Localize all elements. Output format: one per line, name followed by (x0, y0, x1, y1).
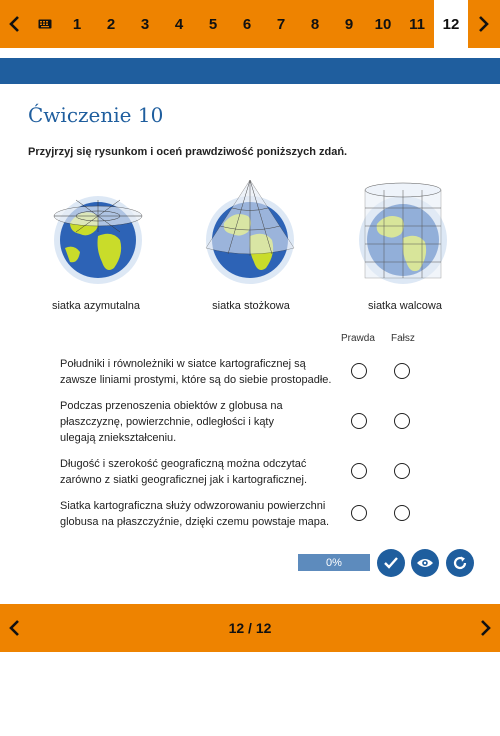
statement-line: ulegają zniekształceniu. (60, 432, 177, 444)
prev-page-button[interactable] (0, 0, 30, 48)
eye-icon (416, 557, 434, 569)
statement-1 (60, 356, 340, 388)
top-navigation (0, 0, 500, 48)
true-column-header: Prawda (341, 333, 375, 344)
page-2-button[interactable]: 2 (106, 15, 116, 33)
page-7-button[interactable]: 7 (276, 15, 286, 33)
statement-2-true-radio[interactable] (351, 413, 367, 429)
statement-3-true-radio[interactable] (351, 463, 367, 479)
statement-line: zawsze liniami prostymi, które są do siebie prostopadłe. (60, 374, 332, 386)
page-10-button[interactable]: 10 (374, 15, 392, 33)
statement-1-true-radio[interactable] (351, 363, 367, 379)
cylindrical-grid-caption: siatka walcowa (368, 300, 442, 312)
statement-4 (60, 498, 340, 530)
bottom-navigation (0, 604, 500, 652)
statement-line: zarówno z siatki geograficznej jak i kartograficznej. (60, 474, 308, 486)
next-page-button[interactable] (468, 0, 498, 48)
page-8-button[interactable]: 8 (310, 15, 320, 33)
conical-grid-caption: siatka stożkowa (212, 300, 290, 312)
progress-bar (298, 554, 370, 571)
statement-2-false-radio[interactable] (394, 413, 410, 429)
azimuthal-grid-caption: siatka azymutalna (51, 300, 141, 312)
page-6-button[interactable]: 6 (242, 15, 252, 33)
conical-grid-illustration (190, 178, 310, 318)
reset-button[interactable] (446, 549, 474, 577)
reset-icon (452, 555, 468, 571)
exercise-instruction: Przyjrzyj się rysunkom i oceń prawdziwość poniższych zdań. (28, 146, 348, 158)
azimuthal-grid-illustration (40, 178, 160, 318)
statement-line: Podczas przenoszenia obiektów z globusa na (60, 400, 283, 412)
statement-4-false-radio[interactable] (394, 505, 410, 521)
chevron-left-icon (9, 16, 21, 32)
chevron-left-icon (9, 620, 21, 636)
statement-3-false-radio[interactable] (394, 463, 410, 479)
header-band (0, 58, 500, 84)
keyboard-icon (38, 19, 52, 29)
page-1-button[interactable]: 1 (72, 15, 82, 33)
page-5-button[interactable]: 5 (208, 15, 218, 33)
statement-line: Długość i szerokość geograficzną można odczytać (60, 458, 307, 470)
statement-4-true-radio[interactable] (351, 505, 367, 521)
page-3-button[interactable]: 3 (140, 15, 150, 33)
page-12-button[interactable]: 12 (434, 0, 468, 48)
page-11-button[interactable]: 11 (409, 15, 425, 33)
false-column-header: Fałsz (391, 333, 415, 344)
cylindrical-grid-illustration (343, 178, 463, 318)
bottom-prev-button[interactable] (0, 604, 30, 652)
statement-2 (60, 398, 340, 446)
statement-1-false-radio[interactable] (394, 363, 410, 379)
show-answers-button[interactable] (411, 549, 439, 577)
page-4-button[interactable]: 4 (174, 15, 184, 33)
page-counter: 12 / 12 (228, 620, 272, 636)
page-9-button[interactable]: 9 (344, 15, 354, 33)
progress-label: 0% (326, 556, 342, 569)
statement-3 (60, 456, 340, 488)
statement-line: globusa na płaszczyźnie, dzięki czemu powstaje mapa. (60, 516, 330, 528)
bottom-next-button[interactable] (470, 604, 500, 652)
statement-line: Południki i równoleżniki w siatce kartograficznej są (60, 358, 306, 370)
chevron-right-icon (479, 620, 491, 636)
chevron-right-icon (477, 16, 489, 32)
check-answers-button[interactable] (377, 549, 405, 577)
keyboard-button[interactable] (30, 0, 60, 48)
statement-line: Siatka kartograficzna służy odwzorowaniu powierzchni (60, 500, 326, 512)
check-icon (383, 556, 399, 570)
statement-line: płaszczyznę, powierzchnie, odległości i kąty (60, 416, 274, 428)
exercise-title: Ćwiczenie 10 (28, 103, 164, 127)
